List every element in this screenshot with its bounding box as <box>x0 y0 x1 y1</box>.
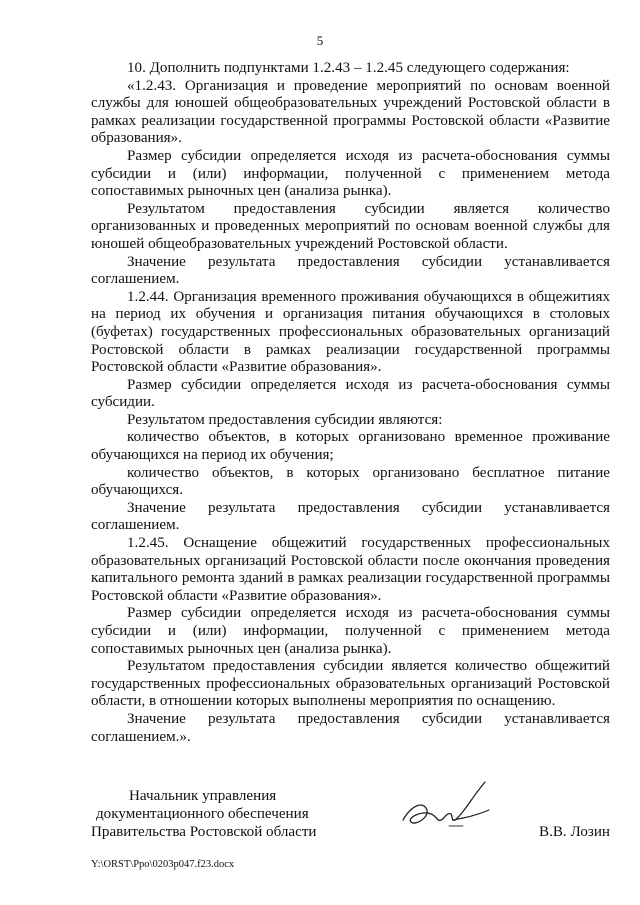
paragraph: количество объектов, в которых организовано бесплатное питание обучающихся. <box>91 464 610 499</box>
file-path-footer: Y:\ORST\Ppo\0203p047.f23.docx <box>91 859 235 870</box>
signatory-title <box>91 788 317 841</box>
paragraph: 10. Дополнить подпунктами 1.2.43 – 1.2.45 следующего содержания: <box>127 60 570 76</box>
signature-block <box>91 788 610 858</box>
signatory-title-line: Начальник управления <box>129 788 277 804</box>
page-number: 5 <box>316 33 324 48</box>
signatory-title-line: документационного обеспечения <box>96 805 309 822</box>
handwritten-signature <box>393 776 513 840</box>
paragraph: количество объектов, в которых организовано временное проживание обучающихся на период их обучения; <box>91 429 610 464</box>
paragraph: Результатом предоставления субсидии являются: <box>127 411 443 428</box>
signatory-name: В.В. Лозин <box>539 824 610 840</box>
paragraph: Результатом предоставления субсидии является количество организованных и проведенных мероприятий по основам военной службы для юношей общеобразовательных учреждений Ростовской области. <box>91 200 610 252</box>
paragraph: 1.2.44. Организация временного проживания обучающихся в общежитиях на период их обучения и организация питания обучающихся в столовых (буфетах) государственных профессиональных образовательных организаций Ростовской области в рамках реализации государственной программы Ростовской области «Развитие образования». <box>91 288 610 376</box>
paragraph: 1.2.45. Оснащение общежитий государственных профессиональных образовательных организаций Ростовской области после окончания проведения капитального ремонта зданий в рамках реализации государственной программы Ростовской области «Развитие образования». <box>91 535 610 604</box>
paragraph: Размер субсидии определяется исходя из расчета-обоснования суммы субсидии. <box>91 376 610 411</box>
document-body <box>91 60 610 746</box>
paragraph: Значение результата предоставления субсидии устанавливается соглашением. <box>91 253 610 288</box>
paragraph: Размер субсидии определяется исходя из расчета-обоснования суммы субсидии и (или) информации, полученной с применением метода сопоставимых рыночных цен (анализа рынка). <box>91 147 610 200</box>
paragraph: Результатом предоставления субсидии является количество общежитий государственных профессиональных образовательных организаций Ростовской области, в отношении которых выполнены мероприятия по оснащению. <box>91 658 610 710</box>
signatory-title-line: Правительства Ростовской области <box>91 823 317 840</box>
paragraph: Значение результата предоставления субсидии устанавливается соглашением.». <box>91 710 610 745</box>
paragraph: «1.2.43. Организация и проведение мероприятий по основам военной службы для юношей общеобразовательных учреждений Ростовской области в рамках реализации государственной программы Ростовской области «Развитие образования». <box>91 77 610 147</box>
paragraph: Размер субсидии определяется исходя из расчета-обоснования суммы субсидии и (или) информации, полученной с применением метода сопоставимых рыночных цен (анализа рынка). <box>91 605 610 657</box>
paragraph: Значение результата предоставления субсидии устанавливается соглашением. <box>91 499 610 534</box>
